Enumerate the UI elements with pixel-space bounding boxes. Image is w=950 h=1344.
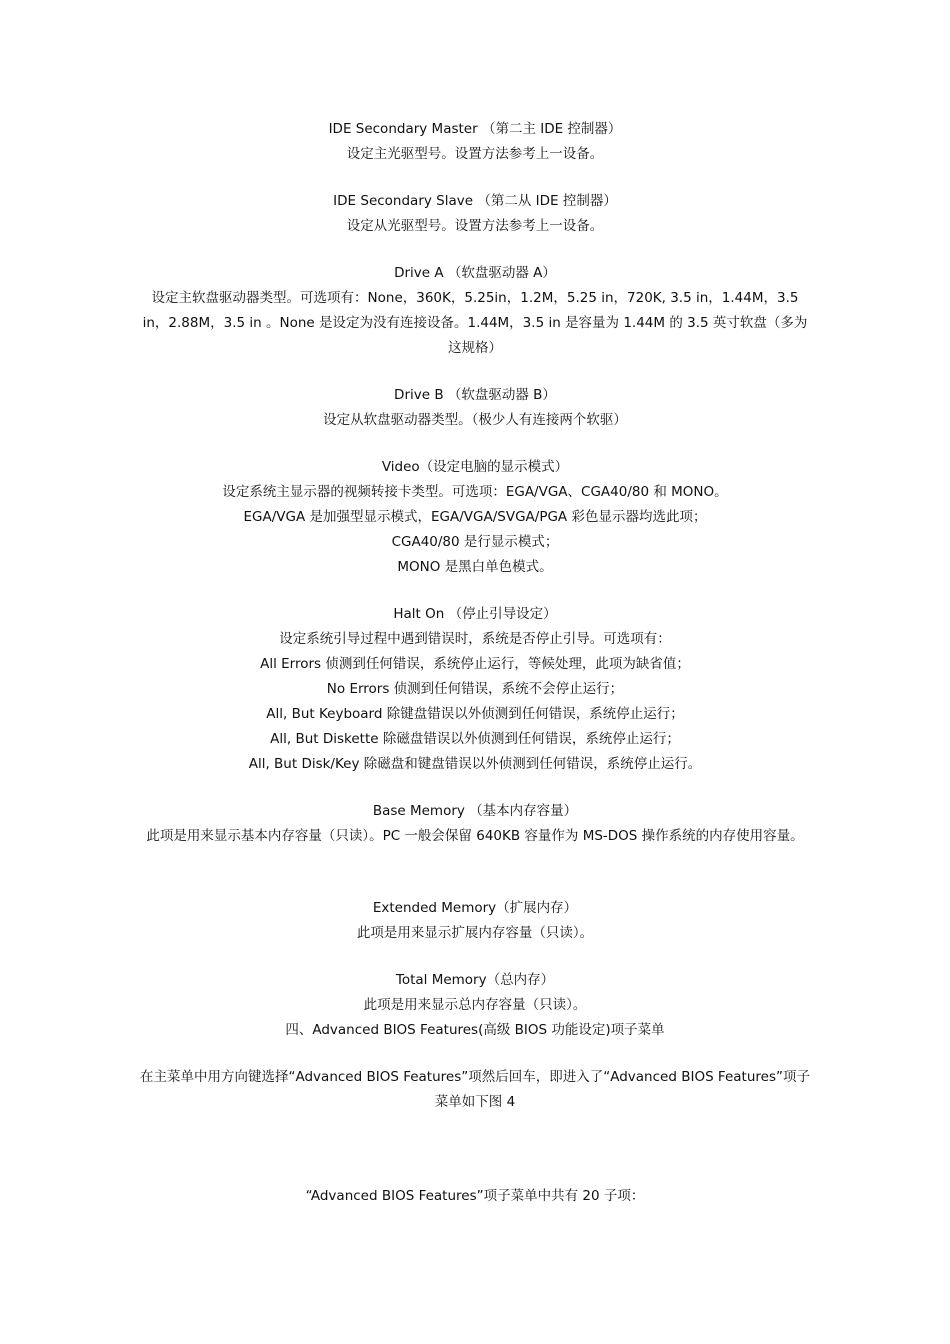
halt-on-line: All, But Diskette 除磁盘错误以外侦测到任何错误，系统停止运行；	[270, 731, 680, 747]
halt-on-line: 设定系统引导过程中遇到错误时，系统是否停止引导。可选项有：	[279, 631, 671, 647]
drive-a-desc: 设定主软盘驱动器类型。可选项有：None，360K，5.25in，1.2M，5.25 in，720K, 3.5 in，1.44M，3.5 in，2.88M，3.5 in 。None 是设定为没有连接设备。1.44M，3.5 in 是容量为 1.44M 的 3.5 英寸软盘（多为这规格）	[142, 290, 808, 356]
video-line: CGA40/80 是行显示模式；	[391, 534, 559, 550]
total-memory-title: Total Memory（总内存）	[395, 972, 555, 988]
halt-on-line: All Errors 侦测到任何错误，系统停止运行，等候处理，此项为缺省值；	[260, 656, 690, 672]
extended-memory-title: Extended Memory（扩展内存）	[372, 900, 578, 916]
drive-b-title: Drive B （软盘驱动器 B）	[394, 387, 556, 403]
halt-on-line: All, But Disk/Key 除磁盘和键盘错误以外侦测到任何错误，系统停止运行。	[248, 756, 702, 772]
ide-secondary-master-desc: 设定主光驱型号。设置方法参考上一设备。	[346, 146, 604, 162]
advanced-bios-count: “Advanced BIOS Features”项子菜单中共有 20 子项：	[305, 1188, 645, 1204]
total-memory-desc: 此项是用来显示总内存容量（只读）。	[363, 997, 587, 1013]
base-memory-desc: 此项是用来显示基本内存容量（只读）。PC 一般会保留 640KB 容量作为 MS-DOS 操作系统的内存使用容量。	[146, 828, 804, 844]
base-memory-title: Base Memory （基本内存容量）	[372, 803, 578, 819]
drive-b-desc: 设定从软盘驱动器类型。（极少人有连接两个软驱）	[323, 412, 627, 428]
halt-on-line: All, But Keyboard 除键盘错误以外侦测到任何错误，系统停止运行；	[266, 706, 684, 722]
video-title: Video（设定电脑的显示模式）	[381, 459, 569, 475]
advanced-bios-intro: 在主菜单中用方向键选择“Advanced BIOS Features”项然后回车，即进入了“Advanced BIOS Features”项子菜单如下图 4	[140, 1069, 810, 1110]
ide-secondary-slave-desc: 设定从光驱型号。设置方法参考上一设备。	[346, 218, 604, 234]
drive-a-title: Drive A （软盘驱动器 A）	[394, 265, 556, 281]
video-line: EGA/VGA 是加强型显示模式，EGA/VGA/SVGA/PGA 彩色显示器均选此项；	[243, 509, 707, 525]
extended-memory-desc: 此项是用来显示扩展内存容量（只读）。	[356, 925, 594, 941]
video-line: MONO 是黑白单色模式。	[397, 559, 553, 575]
ide-secondary-slave-title: IDE Secondary Slave （第二从 IDE 控制器）	[333, 193, 617, 209]
video-line: 设定系统主显示器的视频转接卡类型。可选项：EGA/VGA、CGA40/80 和 MONO。	[222, 484, 728, 500]
ide-secondary-master-title: IDE Secondary Master （第二主 IDE 控制器）	[328, 121, 622, 137]
halt-on-title: Halt On （停止引导设定）	[393, 606, 557, 622]
halt-on-line: No Errors 侦测到任何错误，系统不会停止运行；	[326, 681, 624, 697]
advanced-bios-heading: 四、Advanced BIOS Features(高级 BIOS 功能设定)项子菜单	[285, 1022, 665, 1038]
